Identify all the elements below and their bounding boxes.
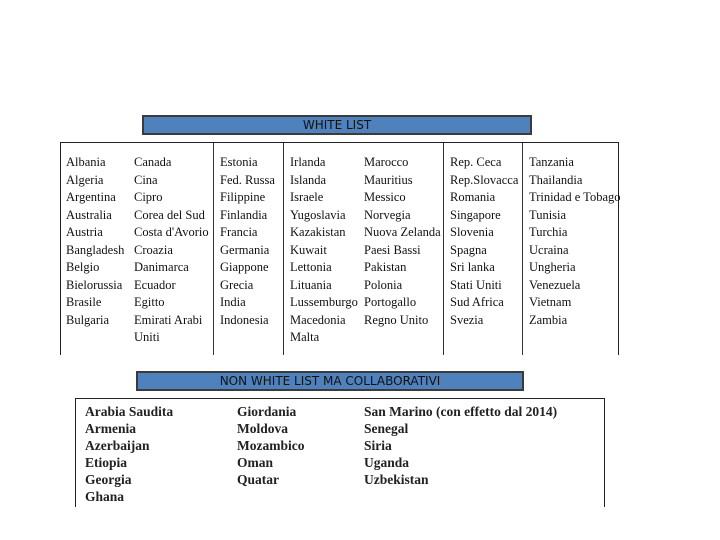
country-item: Uniti [134,330,160,344]
country-item: Ucraina [529,242,569,257]
country-item: Marocco [364,155,409,169]
country-item: Thailandia [529,172,583,187]
country-item: Mauritius [364,172,413,187]
country-item: Singapore [450,207,501,222]
non-white-list-column-1 [85,403,173,505]
country-item: Zambia [529,312,568,327]
white-list-title: WHITE LIST [302,118,372,132]
country-item: Costa d'Avorio [134,225,209,239]
country-item: Fed. Russa [220,172,275,187]
country-item: Lussemburgo [290,295,358,309]
country-item: Romania [450,190,496,204]
country-item: Norvegia [364,207,411,222]
country-item: Siria [364,438,392,453]
country-item: Cina [134,172,158,187]
country-item: Malta [290,330,320,344]
country-item: Irlanda [290,155,326,169]
column-divider [443,143,444,355]
country-item: Senegal [364,421,409,436]
country-item: Finlandia [220,207,268,222]
country-item: Spagna [450,242,487,257]
country-item: Portogallo [364,295,417,309]
country-item: Lituania [290,277,332,292]
country-item: Messico [364,190,406,204]
white-list-column-6 [450,143,518,355]
country-item: Quatar [237,472,279,487]
country-item: India [220,295,246,309]
country-item: Israele [290,190,324,204]
country-item: Bulgaria [66,312,110,327]
country-item: Germania [220,242,270,257]
country-item: Rep.Slovacca [450,172,519,187]
country-item: Bielorussia [66,277,123,292]
non-white-list-table [75,398,605,507]
country-item: Stati Uniti [450,277,502,292]
country-item: Mozambico [237,438,305,453]
country-item: Ghana [85,489,125,504]
country-item: Yugoslavia [290,207,346,222]
country-item: Estonia [220,155,258,169]
country-item: Kuwait [290,242,327,257]
country-item: Trinidad e Tobago [529,190,621,204]
country-item: Belgio [66,260,100,274]
country-item: Canada [134,155,172,169]
country-item: San Marino (con effetto dal 2014) [364,404,558,419]
country-item: Brasile [66,295,102,309]
country-item: Austria [66,225,103,239]
country-item: Australia [66,207,112,222]
country-item: Venezuela [529,277,581,292]
country-item: Giappone [220,260,269,274]
country-item: Tanzania [529,155,574,169]
country-item: Azerbaijan [85,438,150,453]
country-item: Moldova [237,421,289,436]
country-item: Pakistan [364,260,407,274]
country-item: Georgia [85,472,132,487]
country-item: Giordania [237,404,297,419]
country-item: Svezia [450,312,484,327]
country-item: Arabia Saudita [85,404,174,419]
country-item: Uzbekistan [364,472,429,487]
white-list-column-7 [529,143,621,355]
country-item: Argentina [66,190,116,204]
country-item: Algeria [66,172,104,187]
country-item: Nuova Zelanda [364,225,441,239]
non-white-list-column-3 [364,403,557,488]
country-item: Sud Africa [450,295,504,309]
country-item: Kazakistan [290,225,346,239]
country-item: Oman [237,455,274,470]
white-list-column-3 [220,143,275,355]
white-list-column-4 [290,143,358,355]
country-item: Vietnam [529,295,572,309]
country-item: Uganda [364,455,410,470]
country-item: Bangladesh [66,242,125,257]
country-item: Paesi Bassi [364,242,421,257]
country-item: Indonesia [220,312,269,327]
white-list-banner [142,115,532,135]
non-white-list-column-2 [237,403,304,488]
country-item: Albania [66,155,106,169]
country-item: Etiopia [85,455,128,470]
column-divider [522,143,523,355]
country-item: Egitto [134,295,165,309]
country-item: Macedonia [290,312,346,327]
country-item: Corea del Sud [134,207,205,222]
country-item: Lettonia [290,260,332,274]
country-item: Grecia [220,277,254,292]
column-divider [283,143,284,355]
country-item: Danimarca [134,260,189,274]
country-item: Regno Unito [364,312,429,327]
country-item: Ecuador [134,277,176,292]
white-list-column-2 [134,143,209,355]
country-item: Turchia [529,225,568,239]
country-item: Croazia [134,242,173,257]
country-item: Polonia [364,277,403,292]
country-item: Sri lanka [450,260,495,274]
country-item: Slovenia [450,225,494,239]
country-item: Francia [220,225,258,239]
country-item: Rep. Ceca [450,155,502,169]
country-item: Tunisia [529,207,567,222]
white-list-column-5 [364,143,441,355]
country-item: Islanda [290,172,327,187]
white-list-column-1 [66,143,124,355]
non-white-list-banner [136,371,524,391]
white-list-table [60,142,619,355]
column-divider [213,143,214,355]
country-item: Armenia [85,421,136,436]
non-white-list-title: NON WHITE LIST MA COLLABORATIVI [219,374,441,388]
country-item: Ungheria [529,260,576,274]
country-item: Filippine [220,190,266,204]
country-item: Cipro [134,190,163,204]
country-item: Emirati Arabi [134,312,203,327]
